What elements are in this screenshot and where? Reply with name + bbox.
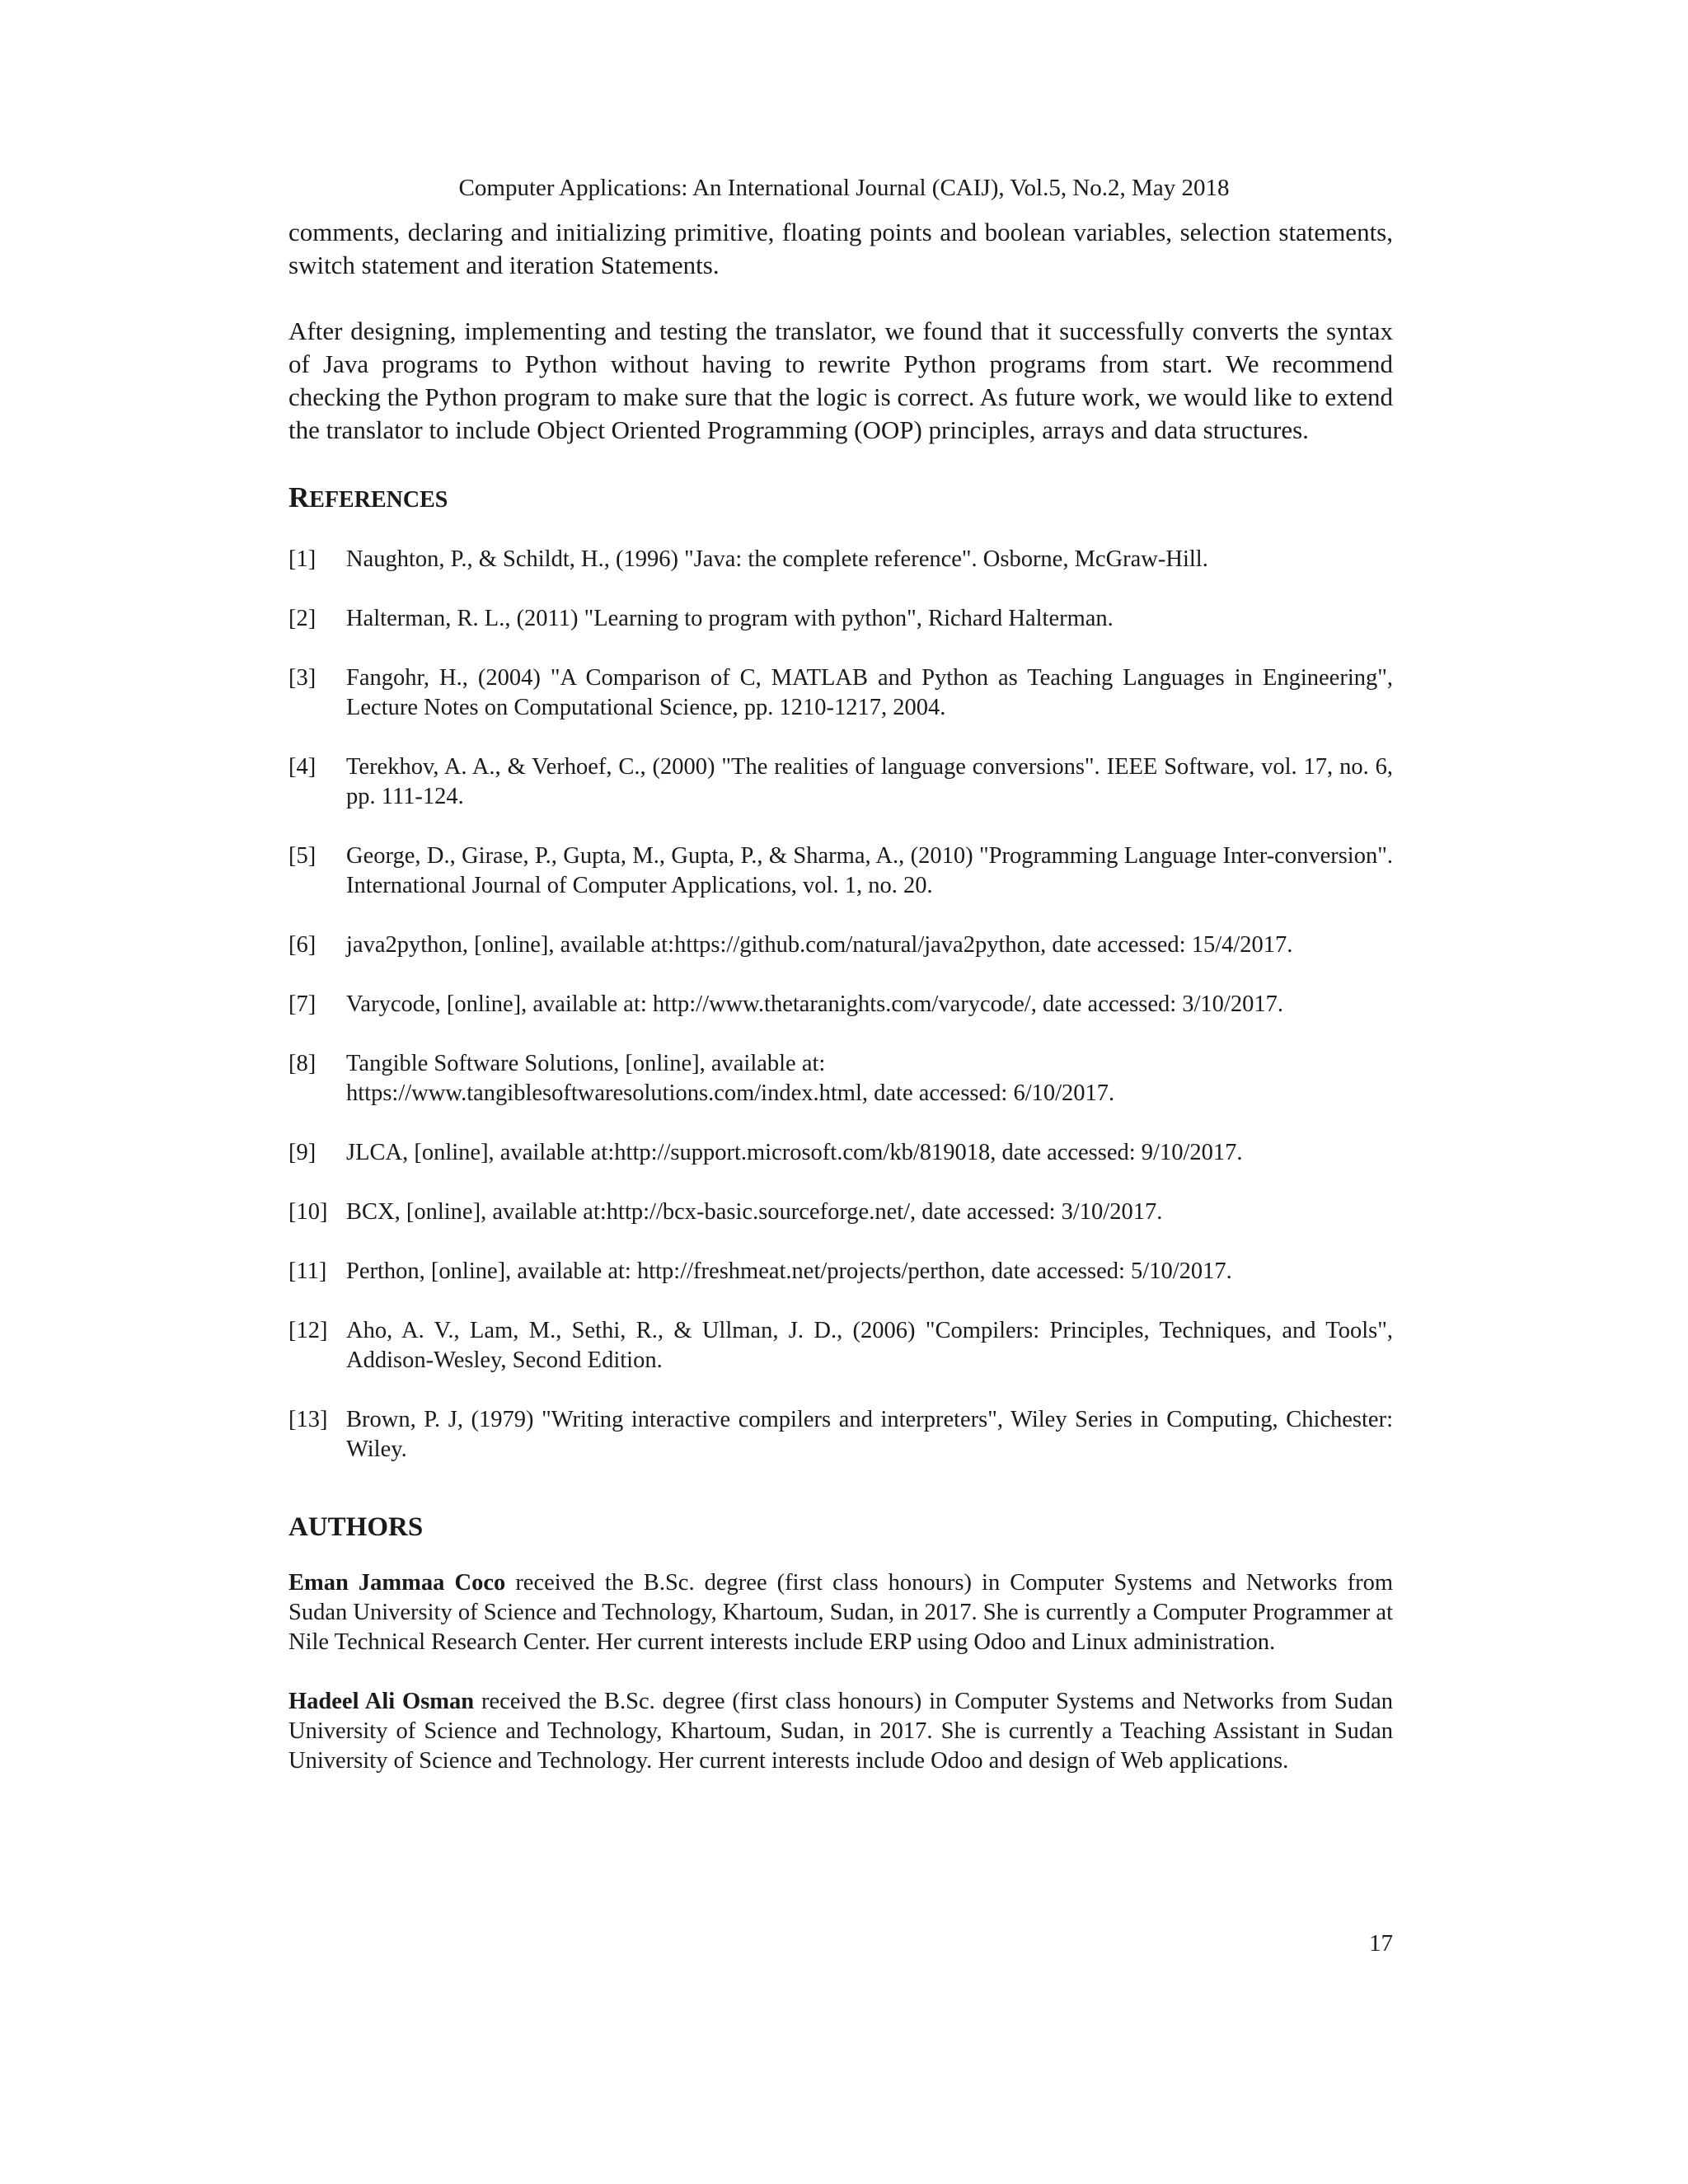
references-heading bbox=[288, 481, 1393, 517]
reference-text-line: Tangible Software Solutions, [online], available at: bbox=[346, 1051, 826, 1076]
reference-text: java2python, [online], available at:https://github.com/natural/java2python, date accessed: 15/4/2017. bbox=[346, 932, 1293, 958]
body-paragraph: After designing, implementing and testing the translator, we found that it successfully converts the syntax of Java programs to Python without having to rewrite Python programs from start. We recommend checking the Python program to make sure that the logic is correct. As future work, we would like to extend the translator to include Object Oriented Programming (OOP) principles, arrays and data structures. bbox=[288, 316, 1393, 444]
body-paragraph: comments, declaring and initializing primitive, floating points and boolean variables, selection statements, switch statement and iteration Statements. bbox=[288, 218, 1393, 279]
author-bio-text: received the B.Sc. degree (first class honours) in Computer Systems and Networks from Sudan University of Science and Technology, Khartoum, Sudan, in 2017. She is currently a Computer Programmer at Nile Technical Research Center. Her current interests include ERP using Odoo and Linux administration. bbox=[288, 1570, 1393, 1655]
reference-link[interactable]: https://www.tangiblesoftwaresolutions.com/index.html, date accessed: 6/10/2017. bbox=[346, 1080, 1115, 1106]
reference-number: [3] bbox=[288, 665, 316, 691]
reference-list bbox=[288, 545, 1393, 1465]
reference-item bbox=[288, 545, 1393, 574]
author-bio bbox=[288, 1687, 1393, 1776]
reference-text: Halterman, R. L., (2011) "Learning to program with python", Richard Halterman. bbox=[346, 606, 1114, 631]
references-heading-initial: R bbox=[288, 481, 310, 513]
author-name: Hadeel Ali Osman bbox=[288, 1689, 475, 1714]
reference-number: [6] bbox=[288, 932, 316, 958]
author-name: Eman Jammaa Coco bbox=[288, 1570, 506, 1596]
reference-text: Varycode, [online], available at: http://www.thetaranights.com/varycode/, date accessed: 3/10/2017. bbox=[346, 991, 1283, 1017]
reference-text: Fangohr, H., (2004) "A Comparison of C, MATLAB and Python as Teaching Languages in Engineering", Lecture Notes on Computational Science, pp. 1210-1217, 2004. bbox=[346, 665, 1393, 720]
author-bio-text: received the B.Sc. degree (first class honours) in Computer Systems and Networks from Sudan University of Science and Technology, Khartoum, Sudan, in 2017. She is currently a Teaching Assistant in Sudan University of Science and Technology. Her current interests include Odoo and design of Web applications. bbox=[288, 1689, 1393, 1774]
authors-heading: AUTHORS bbox=[288, 1512, 424, 1542]
reference-number: [5] bbox=[288, 843, 316, 869]
reference-text bbox=[346, 1049, 1393, 1108]
page-content bbox=[288, 216, 1393, 1776]
page-number: 17 bbox=[1369, 1930, 1393, 1957]
reference-number: [10] bbox=[288, 1199, 328, 1225]
reference-item bbox=[288, 930, 1393, 960]
reference-number: [1] bbox=[288, 546, 316, 572]
author-bio bbox=[288, 1568, 1393, 1657]
reference-item bbox=[288, 1257, 1393, 1286]
reference-text: Terekhov, A. A., & Verhoef, C., (2000) "The realities of language conversions". IEEE Software, vol. 17, no. 6, pp. 111-124. bbox=[346, 754, 1393, 809]
reference-number: [9] bbox=[288, 1140, 316, 1165]
reference-text: Naughton, P., & Schildt, H., (1996) "Java: the complete reference". Osborne, McGraw-Hill. bbox=[346, 546, 1208, 572]
reference-item bbox=[288, 1049, 1393, 1108]
reference-item bbox=[288, 841, 1393, 901]
reference-text: George, D., Girase, P., Gupta, M., Gupta, P., & Sharma, A., (2010) "Programming Language Inter-conversion". International Journal of Computer Applications, vol. 1, no. 20. bbox=[346, 843, 1393, 898]
reference-number: [2] bbox=[288, 606, 316, 631]
reference-text: BCX, [online], available at:http://bcx-basic.sourceforge.net/, date accessed: 3/10/2017. bbox=[346, 1199, 1163, 1225]
reference-item bbox=[288, 1138, 1393, 1168]
reference-number: [12] bbox=[288, 1318, 328, 1343]
reference-number: [11] bbox=[288, 1258, 327, 1284]
reference-number: [13] bbox=[288, 1407, 328, 1432]
reference-item bbox=[288, 990, 1393, 1019]
reference-item bbox=[288, 1316, 1393, 1376]
reference-item bbox=[288, 752, 1393, 812]
reference-item bbox=[288, 604, 1393, 634]
reference-number: [7] bbox=[288, 991, 316, 1017]
reference-item bbox=[288, 1197, 1393, 1227]
references-heading-rest: EFERENCES bbox=[309, 487, 448, 513]
running-head: Computer Applications: An International Journal (CAIJ), Vol.5, No.2, May 2018 bbox=[458, 175, 1230, 201]
reference-item bbox=[288, 1405, 1393, 1465]
reference-text: JLCA, [online], available at:http://support.microsoft.com/kb/819018, date accessed: 9/10/2017. bbox=[346, 1140, 1243, 1165]
reference-item bbox=[288, 663, 1393, 723]
reference-text: Brown, P. J, (1979) "Writing interactive compilers and interpreters", Wiley Series in Computing, Chichester: Wiley. bbox=[346, 1407, 1393, 1462]
reference-text: Aho, A. V., Lam, M., Sethi, R., & Ullman, J. D., (2006) "Compilers: Principles, Techniques, and Tools", Addison-Wesley, Second Edition. bbox=[346, 1318, 1393, 1373]
reference-text: Perthon, [online], available at: http://freshmeat.net/projects/perthon, date accessed: 5/10/2017. bbox=[346, 1258, 1232, 1284]
reference-number: [8] bbox=[288, 1051, 316, 1076]
reference-number: [4] bbox=[288, 754, 316, 780]
